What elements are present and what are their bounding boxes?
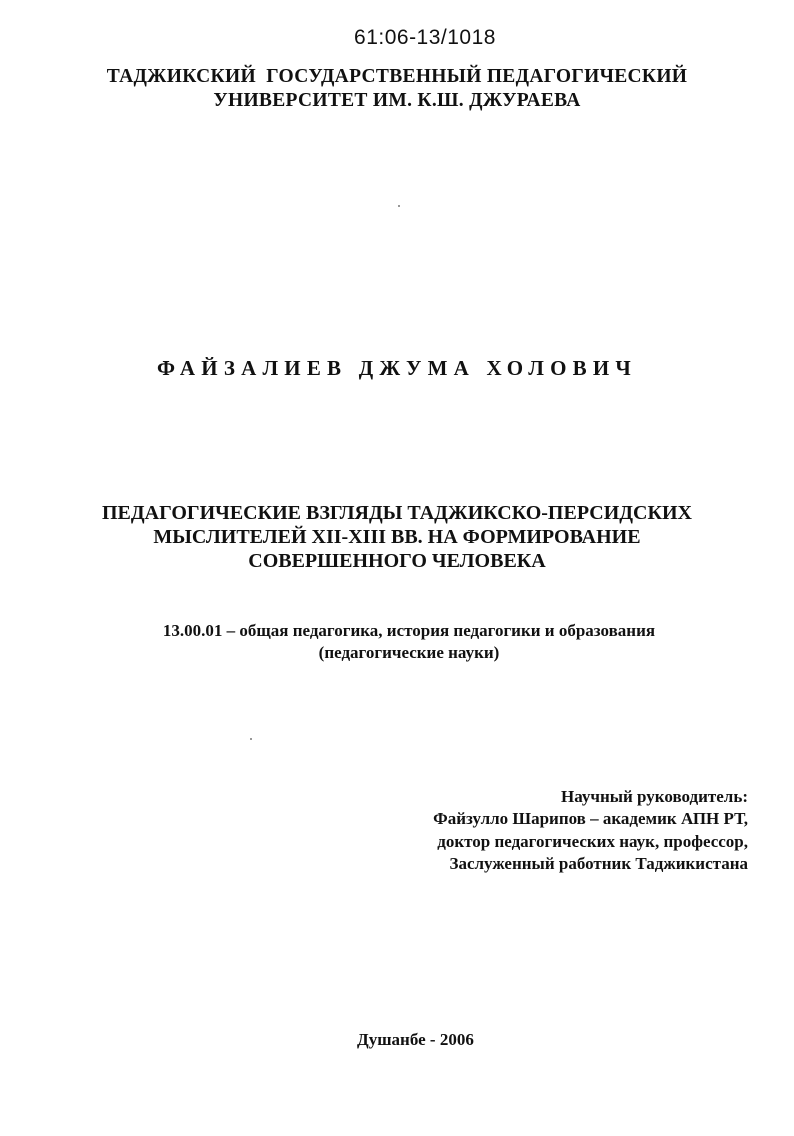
thesis-title-line-2: МЫСЛИТЕЛЕЙ XII-XIII ВВ. НА ФОРМИРОВАНИЕ [153,526,641,548]
supervisor-name: Файзулло Шарипов – академик АПН РТ, [433,809,748,828]
supervisor-degree: доктор педагогических наук, профессор, [437,832,748,851]
author-name: ФАЙЗАЛИЕВ ДЖУМА ХОЛОВИЧ [157,356,637,380]
university-name-line-2: УНИВЕРСИТЕТ ИМ. К.Ш. ДЖУРАЕВА [213,90,581,111]
university-name-line-1: ТАДЖИКСКИЙ ГОСУДАРСТВЕННЫЙ ПЕДАГОГИЧЕСКИЙ [106,66,688,87]
scan-speck [250,738,252,740]
city-and-year: Душанбе - 2006 [357,1030,474,1049]
scan-speck [398,205,400,207]
thesis-title-line-3: СОВЕРШЕННОГО ЧЕЛОВЕКА [248,550,546,572]
thesis-title-line-1: ПЕДАГОГИЧЕСКИЕ ВЗГЛЯДЫ ТАДЖИКСКО-ПЕРСИДСКИХ [102,502,692,524]
specialty-field-line: (педагогические науки) [318,643,500,662]
supervisor-heading: Научный руководитель: [561,787,748,806]
archive-stamp-number: 61:06-13/1018 [354,26,496,49]
supervisor-honor: Заслуженный работник Таджикистана [449,854,748,873]
specialty-code-line: 13.00.01 – общая педагогика, история педагогики и образования [162,621,656,640]
